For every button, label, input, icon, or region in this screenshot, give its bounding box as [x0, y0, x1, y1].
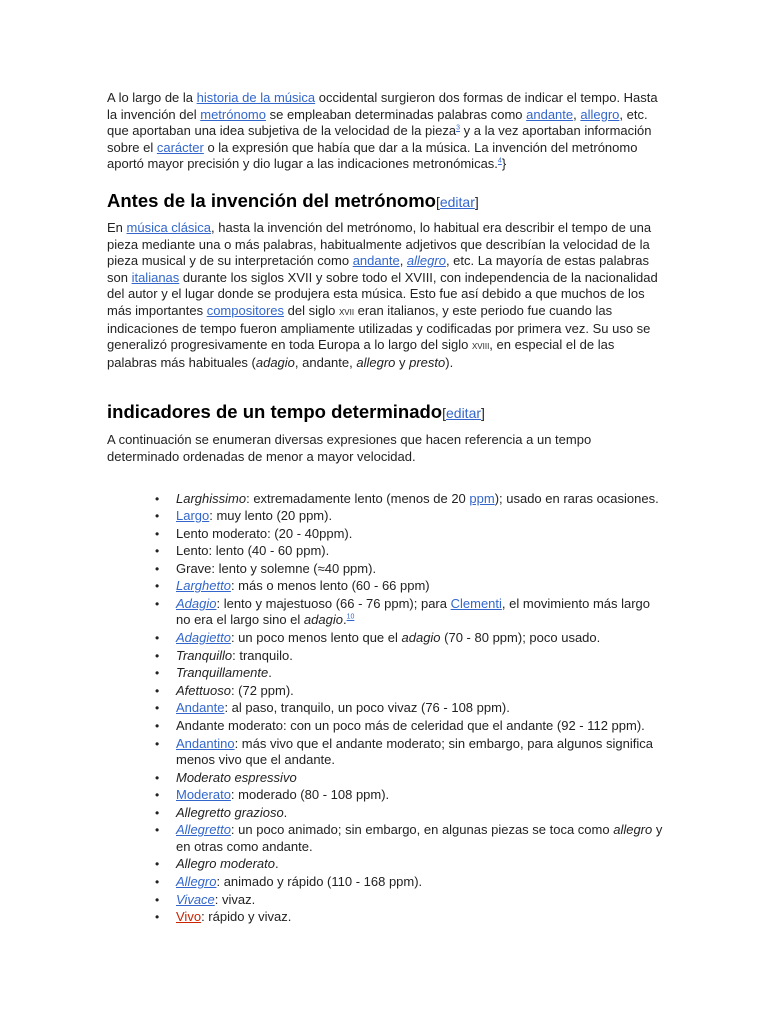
bullet-icon: •: [155, 561, 160, 576]
link-larghetto[interactable]: [176, 578, 231, 593]
link-compositores[interactable]: compositores: [206, 302, 285, 318]
text: y: [395, 354, 410, 370]
bullet-icon: •: [155, 683, 160, 698]
link-largo[interactable]: Largo: [176, 508, 210, 524]
italic-text: adagio: [303, 612, 343, 628]
bullet-icon: •: [155, 892, 160, 907]
link-caracter[interactable]: carácter: [156, 139, 204, 155]
link-clementi[interactable]: Clementi: [450, 596, 502, 612]
heading-text: Antes de la invención del metrónomo: [107, 189, 436, 211]
bullet-icon: •: [155, 544, 160, 559]
bullet-icon: •: [155, 719, 160, 734]
tempo-term: Allegro moderato: [176, 856, 275, 872]
tempo-term: Lento: [176, 543, 209, 559]
list-item: [155, 787, 665, 803]
edit-link[interactable]: editar: [446, 405, 482, 422]
text: ,: [573, 106, 581, 122]
text: o la expresión que había que dar a la música. La invención del metrónomo aportó mayor precisión y dio lugar a las indicaciones metronómicas.: [107, 139, 638, 172]
text: y a la vez aportaban información sobre el: [107, 123, 652, 155]
link-vivo-missing[interactable]: Vivo: [176, 909, 202, 925]
text: : muy lento (20 ppm).: [209, 508, 333, 524]
list-item: [155, 909, 665, 925]
italic-text: adagio: [401, 630, 441, 646]
italic-text: presto: [409, 354, 446, 370]
list-item: [155, 736, 665, 769]
text: : un poco animado; sin embargo, en algunas piezas se toca como: [230, 822, 614, 838]
text: , el movimiento más largo no era el largo sino el: [176, 596, 651, 628]
edit-link-wrapper: [editar]: [435, 193, 479, 210]
bullet-icon: •: [155, 736, 160, 751]
text: , hasta la invención del metrónomo, lo habitual era describir el tempo de una pieza mediante una o más palabras, habitualmente adjetivos que describían la velocidad de la pieza musical y de su interpretación como: [107, 219, 652, 269]
article-content: [107, 90, 662, 927]
list-item: [155, 543, 665, 559]
text: : lento y solemne (≈40 ppm).: [211, 560, 377, 576]
link-andantino[interactable]: Andantino: [176, 735, 235, 751]
italic-text: allegro: [613, 822, 653, 838]
text: : animado y rápido (110 - 168 ppm).: [216, 874, 423, 889]
century-numeral: xviii: [471, 340, 490, 353]
footnote-ref-3[interactable]: 3: [456, 124, 461, 132]
text: , en especial el de las palabras más habituales (: [107, 337, 615, 370]
footnote-ref-4[interactable]: 4: [497, 158, 502, 166]
link-vivace[interactable]: [176, 892, 215, 907]
footnote-ref-10[interactable]: 10: [346, 614, 355, 622]
list-item: [155, 874, 665, 890]
bullet-icon: •: [155, 579, 160, 594]
tempo-term: Allegretto: [176, 822, 231, 838]
bullet-icon: •: [155, 805, 160, 820]
text: : con un poco más de celeridad que el andante (92 - 112 ppm).: [282, 718, 645, 734]
text: , etc. La mayoría de estas palabras son: [107, 253, 650, 285]
list-item: [155, 630, 665, 646]
text: : (72 ppm).: [230, 682, 294, 698]
italic-text: allegro: [356, 354, 396, 370]
heading-text: indicadores de un tempo determinado: [107, 401, 443, 423]
text: durante los siglos XVII y sobre todo el XVIII, con independencia de la nacionalidad del autor y el lugar donde se produjera esta música. Esto fue así debido a que muchos de los más importantes: [107, 269, 658, 318]
list-item: [155, 561, 665, 577]
tempo-term: Vivace: [176, 891, 215, 907]
text: .: [268, 665, 272, 681]
list-item: [155, 508, 665, 524]
link-allegretto[interactable]: [176, 822, 231, 837]
tempo-term: Andante moderato: [176, 718, 283, 734]
bullet-icon: •: [155, 526, 160, 541]
tempo-term: Tranquillo: [176, 647, 233, 663]
bullet-icon: •: [155, 857, 160, 872]
tempo-term: Afettuoso: [176, 682, 231, 698]
text: : moderado (80 - 108 ppm).: [230, 787, 390, 803]
tempo-term: Allegretto grazioso: [176, 804, 284, 820]
tempo-term: Adagietto: [176, 630, 231, 646]
text: se empleaban determinadas palabras como: [265, 106, 527, 122]
list-item: [155, 683, 665, 699]
text: En: [107, 219, 127, 235]
edit-link-wrapper: [editar]: [442, 405, 485, 422]
bullet-icon: •: [155, 910, 160, 925]
tempo-term: Larghetto: [176, 578, 231, 594]
link-musica-clasica[interactable]: música clásica: [126, 219, 212, 235]
link-moderato[interactable]: Moderato: [176, 787, 231, 803]
tempo-term: Larghissimo: [176, 490, 247, 506]
bullet-icon: •: [155, 491, 160, 506]
text: : lento y majestuoso (66 - 76 ppm); para: [216, 596, 451, 612]
link-andante[interactable]: andante: [526, 106, 574, 122]
text: .: [283, 804, 288, 820]
list-item: [155, 648, 665, 664]
text: : (20 - 40ppm).: [267, 525, 353, 541]
tempo-term: Adagio: [176, 596, 217, 612]
text: .: [275, 856, 279, 872]
bullet-icon: •: [155, 648, 160, 663]
text: : rápido y vivaz.: [201, 909, 292, 925]
text: , etc. que aportaban una idea subjetiva de la velocidad de la pieza: [107, 106, 648, 139]
bullet-icon: •: [155, 788, 160, 803]
section-heading-antes: [107, 189, 662, 214]
list-item: [155, 856, 665, 872]
bullet-icon: •: [155, 823, 160, 838]
intro-paragraph: [107, 90, 662, 173]
tempo-term: Allegro: [176, 874, 217, 889]
text: A lo largo de la: [107, 90, 197, 105]
century-numeral: xvii: [338, 305, 355, 318]
link-historia-de-la-musica[interactable]: historia de la música: [196, 90, 316, 105]
link-adagietto[interactable]: [176, 630, 231, 645]
text: : tranquilo.: [232, 647, 293, 663]
section-heading-indicadores: [107, 400, 662, 425]
link-ppm[interactable]: ppm: [469, 490, 495, 506]
italic-text: allegro: [406, 253, 446, 269]
text: : más vivo que el andante moderato; sin embargo, para algunos significa menos vivo que el andante.: [176, 735, 653, 768]
link-metronomo[interactable]: metrónomo: [200, 106, 266, 122]
text: eran italianos, y este periodo fue cuando las indicaciones de tempo fueron ampliamente utilizadas y codificadas por primera vez. Su uso se generalizó progresivamente en toda Europa a lo largo del siglo: [107, 302, 651, 353]
list-item: [155, 700, 665, 716]
text: ,: [399, 253, 407, 269]
text: .: [342, 612, 347, 628]
text: occidental surgieron dos formas de indicar el tempo. Hasta la invención del: [107, 90, 658, 122]
link-adagio[interactable]: [176, 596, 216, 611]
text: : extremadamente lento (menos de 20: [246, 490, 470, 506]
text: : lento (40 - 60 ppm).: [208, 543, 330, 559]
text: }: [501, 156, 507, 172]
link-allegro[interactable]: [176, 874, 216, 889]
bullet-icon: •: [155, 666, 160, 681]
text: , andante,: [294, 354, 357, 370]
list-item: [155, 491, 665, 507]
italic-text: adagio: [255, 354, 295, 370]
text: ); usado en raras ocasiones.: [494, 490, 659, 506]
bullet-icon: •: [155, 770, 160, 785]
link-italianas[interactable]: italianas: [131, 269, 180, 285]
text: ).: [445, 354, 454, 370]
tempo-list: [155, 491, 665, 926]
text: del siglo: [284, 302, 339, 318]
link-allegro[interactable]: [407, 253, 446, 268]
bullet-icon: •: [155, 701, 160, 716]
list-item: [155, 718, 665, 734]
edit-link[interactable]: editar: [439, 193, 475, 210]
link-andante[interactable]: andante: [352, 253, 400, 269]
bullet-icon: •: [155, 875, 160, 889]
section1-paragraph: [107, 220, 662, 371]
text: (70 - 80 ppm); poco usado.: [440, 630, 601, 646]
section2-intro: A continuación se enumeran diversas expresiones que hacen referencia a un tempo determinado ordenadas de menor a mayor velocidad.: [107, 432, 592, 464]
tempo-term: Lento moderato: [176, 525, 268, 541]
text: : un poco menos lento que el: [230, 630, 402, 646]
link-allegro[interactable]: allegro: [580, 106, 620, 122]
list-item: [155, 892, 665, 908]
list-item: [155, 822, 665, 855]
text: : al paso, tranquilo, un poco vivaz (76 - 108 ppm).: [224, 700, 510, 716]
text: y en otras como andante.: [176, 822, 663, 854]
list-item: [155, 596, 665, 629]
list-item: [155, 578, 665, 594]
bullet-icon: •: [155, 597, 160, 612]
tempo-term: Tranquillamente: [176, 665, 269, 681]
list-item: [155, 770, 665, 786]
bullet-icon: •: [155, 631, 160, 646]
tempo-term: Grave: [176, 560, 212, 576]
link-andante[interactable]: Andante: [176, 700, 225, 716]
text: : vivaz.: [214, 891, 256, 907]
text: : más o menos lento (60 - 66 ppm): [230, 578, 430, 594]
list-item: [155, 665, 665, 681]
list-item: [155, 805, 665, 821]
tempo-term: Moderato espressivo: [176, 769, 297, 785]
list-item: [155, 526, 665, 542]
bullet-icon: •: [155, 509, 160, 524]
